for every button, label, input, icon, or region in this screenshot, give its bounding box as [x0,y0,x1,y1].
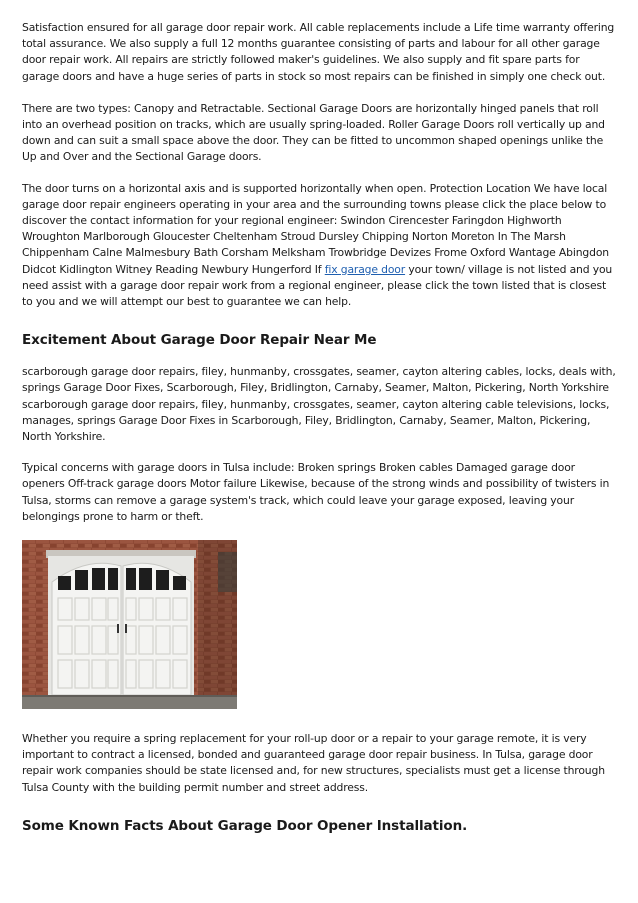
locations-text-end: your town/ village is not listed and you need assist with a garage door repair work from a regional engineer, please click the town listed that is closest to you and we will attempt our best to guarantee we can help. [22,262,613,309]
paragraph-licensing: Whether you require a spring replacement for your roll-up door or a repair to your garage remote, it is very important to contract a licensed, bonded and guaranteed garage door repair business. In Tulsa, garage door repair work companies should be state licensed and, for new structures, specialists must get a license through Tulsa County with the building permit number and street address. [22,732,605,794]
locations-text-start: The door turns on a horizontal axis and is supported horizontally when open. Protection Location We have local garage door repair engineers operating in your area and the surrounding towns please click the place below to discover the contact information for your regional engineer: Swindon Cirencester Faringdon Highworth Wroughton Marlborough Gloucester Cheltenham Stroud Dursley Chipping Norton Moreton In The Marsh Chippenham Calne Malmesbury Bath Corsham Melksham Trowbridge Devizes Frome Oxford Wantage Abingdon Didcot Kidlington Witney Reading Newbury Hungerford If [22,181,609,276]
paragraph-satisfaction: Satisfaction ensured for all garage door repair work. All cable replacements include a Life time warranty offering total assurance. We also supply a full 12 months guarantee consisting of parts and labour for all other garage door repair work. All repairs are strictly followed maker's guidelines. We also supply and fit spare parts for garage doors and have a huge series of parts in stock so most repairs can be finished in simply one check out. [22,21,615,83]
section-heading-known-facts: Some Known Facts About Garage Door Opener Installation. [22,817,468,834]
fix-garage-door-link[interactable]: fix garage door [324,262,406,276]
paragraph-door-types: There are two types: Canopy and Retractable. Sectional Garage Doors are horizontally hinged panels that roll into an overhead position on tracks, which are usually spring-loaded. Roller Garage Doors roll vertically up and down and can suit a small space above the door. They can be fitted to uncommon shaped openings unlike the Up and Over and the Sectional Garage doors. [22,101,605,164]
article [22,20,618,850]
paragraph-scarborough: scarborough garage door repairs, filey, hunmanby, crossgates, seamer, cayton altering cables, locks, deals with, springs Garage Door Fixes, Scarborough, Filey, Bridlington, Carnaby, Seamer, Malton, Pickering, North Yorkshire scarborough garage door repairs, filey, hunmanby, crossgates, seamer, cayton altering cable televisions, locks, manages, springs Garage Door Fixes in Scarborough, Filey, Bridlington, Carnaby, Seamer, Malton, Pickering, North Yorkshire. [22,365,616,444]
paragraph-tulsa-concerns: Typical concerns with garage doors in Tulsa include: Broken springs Broken cables Damaged garage door openers Off-track garage doors Motor failure Likewise, because of the strong winds and possibility of twisters in Tulsa, storms can remove a garage system's track, which could leave your garage exposed, leaving your belongings prone to harm or theft. [22,461,610,523]
garage-door-photo [22,540,237,709]
paragraph-locations [22,181,618,311]
section-heading-excitement: Excitement About Garage Door Repair Near Me [22,332,377,349]
